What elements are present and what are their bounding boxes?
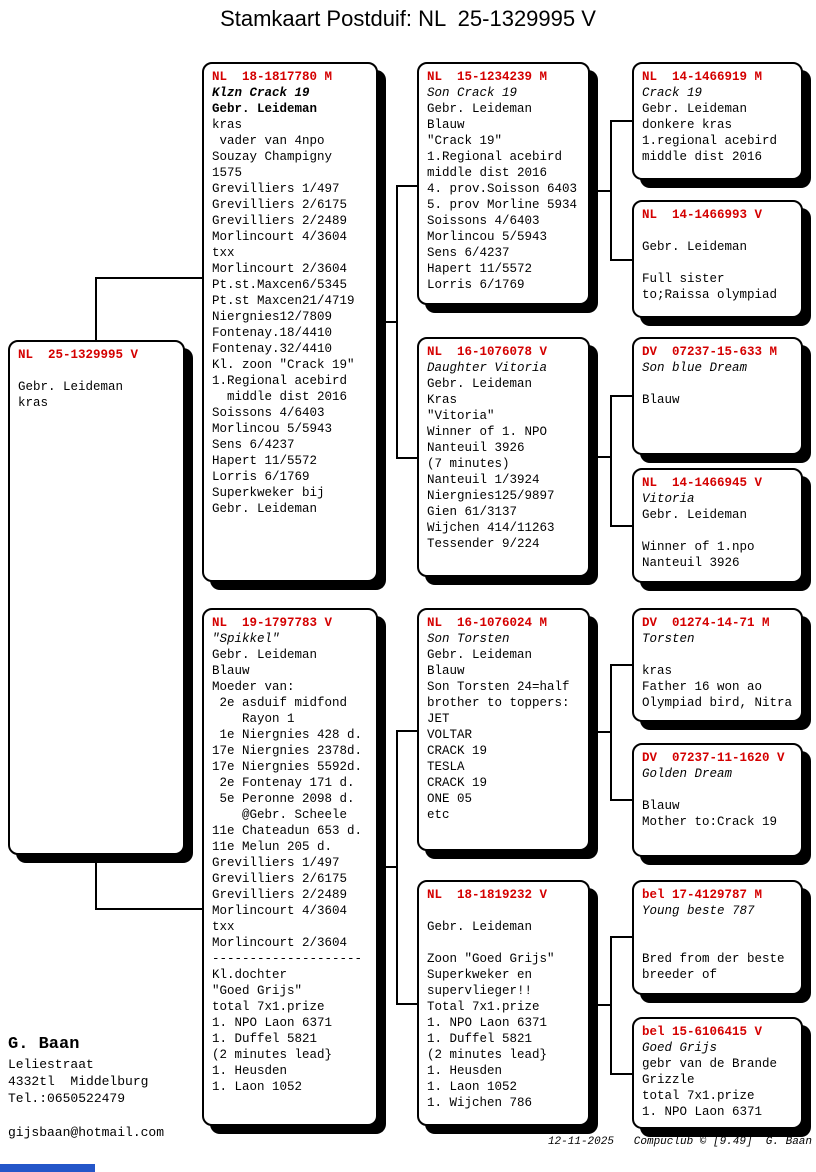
pedigree-line: 2e asduif midfond bbox=[212, 696, 348, 710]
pedigree-line: kras bbox=[642, 664, 673, 678]
pedigree-line: "Goed Grijs" bbox=[212, 984, 303, 998]
pedigree-line: kras bbox=[18, 396, 49, 410]
connector-line bbox=[610, 525, 633, 527]
pedigree-line bbox=[642, 523, 799, 539]
pedigree-line: Gebr. Leideman bbox=[642, 102, 748, 116]
pedigree-line: (2 minutes lead} bbox=[427, 1048, 548, 1062]
pedigree-line: 1. Laon 1052 bbox=[212, 1080, 303, 1094]
pedigree-line: 17e Niergnies 5592d. bbox=[212, 760, 363, 774]
pedigree-box-dam-dam-dam bbox=[632, 1017, 803, 1129]
pedigree-line: Hapert 11/5572 bbox=[427, 262, 533, 276]
pedigree-line: Gebr. Leideman bbox=[212, 102, 318, 116]
pedigree-line: ONE 05 bbox=[427, 792, 473, 806]
pedigree-line: Superkweker bij bbox=[212, 486, 325, 500]
pedigree-line: Vitoria bbox=[642, 492, 695, 506]
owner-address-line: 4332tl Middelburg bbox=[8, 1074, 149, 1089]
owner-address bbox=[8, 1056, 164, 1141]
pedigree-line: Kl.dochter bbox=[212, 968, 288, 982]
pedigree-line: Golden Dream bbox=[642, 767, 733, 781]
pedigree-line: middle dist 2016 bbox=[642, 150, 763, 164]
pedigree-line: Blauw bbox=[642, 393, 680, 407]
pedigree-line: Blauw bbox=[427, 664, 465, 678]
pedigree-line: gebr van de Brande bbox=[642, 1057, 778, 1071]
connector-line bbox=[610, 120, 633, 122]
connector-line bbox=[589, 456, 611, 458]
pedigree-line: TESLA bbox=[427, 760, 465, 774]
pedigree-line: Niergnies12/7809 bbox=[212, 310, 333, 324]
pedigree-box-dam-dam-sire bbox=[632, 880, 803, 995]
owner-address-line: Tel.:0650522479 bbox=[8, 1091, 126, 1106]
pedigree-line: Morlincourt 4/3604 bbox=[212, 230, 348, 244]
ring-number: NL 16-1076078 V bbox=[427, 345, 548, 359]
pedigree-line: 1. NPO Laon 6371 bbox=[642, 1105, 763, 1119]
pedigree-line: vader van 4npo bbox=[212, 134, 325, 148]
pedigree-line: etc bbox=[427, 808, 450, 822]
pedigree-line: 1.Regional acebird bbox=[212, 374, 348, 388]
pedigree-box-dam-dam bbox=[417, 880, 590, 1126]
pedigree-line: (7 minutes) bbox=[427, 457, 510, 471]
ring-number: NL 19-1797783 V bbox=[212, 616, 333, 630]
pedigree-line: Gien 61/3137 bbox=[427, 505, 518, 519]
pedigree-line: kras bbox=[212, 118, 243, 132]
ring-number: NL 15-1234239 M bbox=[427, 70, 548, 84]
pedigree-line: total 7x1.prize bbox=[212, 1000, 325, 1014]
pedigree-box-sire-sire-sire bbox=[632, 62, 803, 180]
pedigree-line: Winner of 1.npo bbox=[642, 540, 755, 554]
pedigree-line: Superkweker en bbox=[427, 968, 533, 982]
page-title: Stamkaart Postduif: NL 25-1329995 V bbox=[220, 6, 596, 31]
pedigree-line: Winner of 1. NPO bbox=[427, 425, 548, 439]
pedigree-line: Morlincourt 2/3604 bbox=[212, 936, 348, 950]
connector-line bbox=[589, 190, 611, 192]
pedigree-line: Klzn Crack 19 bbox=[212, 86, 310, 100]
pedigree-line: Full sister bbox=[642, 272, 725, 286]
pedigree-box-sire-sire bbox=[417, 62, 590, 305]
ring-number: DV 07237-15-633 M bbox=[642, 345, 778, 359]
pedigree-line: 1.Regional acebird bbox=[427, 150, 563, 164]
pedigree-line: Grevilliers 2/6175 bbox=[212, 198, 348, 212]
pedigree-line: donkere kras bbox=[642, 118, 733, 132]
pedigree-line: JET bbox=[427, 712, 450, 726]
pedigree-line: Nanteuil 3926 bbox=[427, 441, 525, 455]
pedigree-line: Blauw bbox=[427, 118, 465, 132]
ring-number: NL 14-1466945 V bbox=[642, 476, 763, 490]
pedigree-line: Soissons 4/6403 bbox=[427, 214, 540, 228]
pedigree-line: Pt.st Maxcen21/4719 bbox=[212, 294, 355, 308]
ring-number: NL 18-1817780 M bbox=[212, 70, 333, 84]
connector-line bbox=[610, 799, 633, 801]
pedigree-line: Nanteuil 1/3924 bbox=[427, 473, 540, 487]
connector-line bbox=[95, 277, 97, 341]
pedigree-line: Total 7x1.prize bbox=[427, 1000, 540, 1014]
ring-number: NL 14-1466919 M bbox=[642, 70, 763, 84]
pedigree-line: Son Torsten 24=half bbox=[427, 680, 570, 694]
pedigree-line: Olympiad bird, Nitra bbox=[642, 696, 793, 710]
pedigree-line: Gebr. Leideman bbox=[212, 648, 318, 662]
pedigree-line: Goed Grijs bbox=[642, 1041, 718, 1055]
ring-number: DV 01274-14-71 M bbox=[642, 616, 770, 630]
pedigree-line: Son Torsten bbox=[427, 632, 510, 646]
pedigree-line: Blauw bbox=[642, 799, 680, 813]
pedigree-line: Crack 19 bbox=[642, 86, 703, 100]
ring-number: NL 18-1819232 V bbox=[427, 888, 548, 902]
pedigree-line bbox=[427, 903, 586, 919]
owner-address-line: Leliestraat bbox=[8, 1057, 94, 1072]
ring-number: NL 16-1076024 M bbox=[427, 616, 548, 630]
connector-line bbox=[95, 277, 204, 279]
connector-line bbox=[610, 395, 633, 397]
pedigree-box-sire-dam bbox=[417, 337, 590, 577]
pedigree-line bbox=[642, 255, 799, 271]
pedigree-line: 1575 bbox=[212, 166, 243, 180]
pedigree-line bbox=[642, 935, 799, 951]
pedigree-line: Bred from der beste bbox=[642, 952, 785, 966]
pedigree-box-dam-sire-dam bbox=[632, 743, 803, 857]
pedigree-line: 5e Peronne 2098 d. bbox=[212, 792, 355, 806]
pedigree-line: Gebr. Leideman bbox=[642, 240, 748, 254]
pedigree-line: Grevilliers 2/2489 bbox=[212, 888, 348, 902]
connector-line bbox=[610, 259, 633, 261]
pedigree-line: Nanteuil 3926 bbox=[642, 556, 740, 570]
pedigree-line: Fontenay.18/4410 bbox=[212, 326, 333, 340]
connector-line bbox=[396, 730, 418, 732]
pedigree-line: Pt.st.Maxcen6/5345 bbox=[212, 278, 348, 292]
pedigree-line: Grizzle bbox=[642, 1073, 695, 1087]
pedigree-line: Soissons 4/6403 bbox=[212, 406, 325, 420]
connector-line bbox=[95, 854, 97, 910]
pedigree-line: Lorris 6/1769 bbox=[212, 470, 310, 484]
connector-line bbox=[377, 866, 397, 868]
pedigree-line: 1. Duffel 5821 bbox=[427, 1032, 533, 1046]
connector-line bbox=[396, 185, 418, 187]
pedigree-line: @Gebr. Scheele bbox=[212, 808, 348, 822]
pedigree-line: 1. NPO Laon 6371 bbox=[427, 1016, 548, 1030]
pedigree-line: 1. Wijchen 786 bbox=[427, 1096, 533, 1110]
pedigree-box-dam-sire bbox=[417, 608, 590, 851]
connector-line bbox=[610, 395, 612, 527]
pedigree-box-subject bbox=[8, 340, 185, 855]
pedigree-line: Blauw bbox=[212, 664, 250, 678]
pedigree-line: "Crack 19" bbox=[427, 134, 503, 148]
pedigree-line: Grevilliers 1/497 bbox=[212, 856, 340, 870]
pedigree-line: Gebr. Leideman bbox=[18, 380, 124, 394]
pedigree-line: VOLTAR bbox=[427, 728, 473, 742]
pedigree-line: Morlincourt 4/3604 bbox=[212, 904, 348, 918]
pedigree-line: 1. Heusden bbox=[212, 1064, 288, 1078]
pedigree-line: to;Raissa olympiad bbox=[642, 288, 778, 302]
pedigree-line: middle dist 2016 bbox=[212, 390, 348, 404]
ring-number: bel 15-6106415 V bbox=[642, 1025, 763, 1039]
owner-address-line: gijsbaan@hotmail.com bbox=[8, 1125, 165, 1140]
pedigree-line: Morlincourt 2/3604 bbox=[212, 262, 348, 276]
pedigree-box-dam-sire-sire bbox=[632, 608, 803, 722]
pedigree-line bbox=[642, 376, 799, 392]
pedigree-line bbox=[642, 647, 799, 663]
ring-number: bel 17-4129787 M bbox=[642, 888, 763, 902]
pedigree-line: Mother to:Crack 19 bbox=[642, 815, 778, 829]
pedigree-line: Sens 6/4237 bbox=[427, 246, 510, 260]
ring-number: DV 07237-11-1620 V bbox=[642, 751, 785, 765]
pedigree-line: 11e Chateadun 653 d. bbox=[212, 824, 363, 838]
pedigree-box-sire bbox=[202, 62, 378, 582]
owner-name: G. Baan bbox=[8, 1035, 80, 1054]
connector-line bbox=[396, 1003, 418, 1005]
pedigree-line bbox=[18, 363, 181, 379]
pedigree-line: CRACK 19 bbox=[427, 776, 488, 790]
pedigree-line: "Spikkel" bbox=[212, 632, 280, 646]
pedigree-line: Tessender 9/224 bbox=[427, 537, 540, 551]
pedigree-line: 1. Heusden bbox=[427, 1064, 503, 1078]
pedigree-line: Gebr. Leideman bbox=[212, 502, 318, 516]
ring-number: NL 14-1466993 V bbox=[642, 208, 763, 222]
pedigree-line: 1e Niergnies 428 d. bbox=[212, 728, 363, 742]
pedigree-line: 11e Melun 205 d. bbox=[212, 840, 333, 854]
connector-line bbox=[396, 457, 418, 459]
pedigree-box-sire-sire-dam bbox=[632, 200, 803, 318]
pedigree-line: Lorris 6/1769 bbox=[427, 278, 525, 292]
pedigree-line: total 7x1.prize bbox=[642, 1089, 755, 1103]
ring-number: NL 25-1329995 V bbox=[18, 348, 139, 362]
pedigree-line: Sens 6/4237 bbox=[212, 438, 295, 452]
pedigree-line: 1. Duffel 5821 bbox=[212, 1032, 318, 1046]
connector-line bbox=[95, 908, 204, 910]
pedigree-line: Moeder van: bbox=[212, 680, 295, 694]
owner-address-line bbox=[8, 1107, 164, 1124]
pedigree-line: Kl. zoon "Crack 19" bbox=[212, 358, 355, 372]
connector-line bbox=[610, 664, 633, 666]
pedigree-line: 1. Laon 1052 bbox=[427, 1080, 518, 1094]
pedigree-box-dam bbox=[202, 608, 378, 1126]
pedigree-line: Torsten bbox=[642, 632, 695, 646]
pedigree-line: Niergnies125/9897 bbox=[427, 489, 555, 503]
pedigree-line: breeder of bbox=[642, 968, 718, 982]
pedigree-line: -------------------- bbox=[212, 952, 363, 966]
pedigree-line: 4. prov.Soisson 6403 bbox=[427, 182, 578, 196]
pedigree-line bbox=[642, 782, 799, 798]
pedigree-line: (2 minutes lead} bbox=[212, 1048, 333, 1062]
pedigree-box-sire-dam-sire bbox=[632, 337, 803, 455]
pedigree-line: 1. NPO Laon 6371 bbox=[212, 1016, 333, 1030]
connector-line bbox=[589, 731, 611, 733]
pedigree-line: Morlincou 5/5943 bbox=[212, 422, 333, 436]
pedigree-line bbox=[642, 223, 799, 239]
connector-line bbox=[610, 936, 633, 938]
pedigree-line: 1.regional acebird bbox=[642, 134, 778, 148]
pedigree-line: Grevilliers 2/2489 bbox=[212, 214, 348, 228]
pedigree-line: Gebr. Leideman bbox=[642, 508, 748, 522]
owner-block bbox=[8, 1034, 164, 1141]
pedigree-line: Son blue Dream bbox=[642, 361, 748, 375]
pedigree-line: Zoon "Goed Grijs" bbox=[427, 952, 555, 966]
pedigree-line: Gebr. Leideman bbox=[427, 102, 533, 116]
pedigree-line bbox=[427, 935, 586, 951]
taskbar-fragment[interactable] bbox=[0, 1164, 95, 1172]
pedigree-line: Father 16 won ao bbox=[642, 680, 763, 694]
pedigree-line: Gebr. Leideman bbox=[427, 920, 533, 934]
pedigree-line: brother to toppers: bbox=[427, 696, 570, 710]
pedigree-line: Gebr. Leideman bbox=[427, 377, 533, 391]
pedigree-line: CRACK 19 bbox=[427, 744, 488, 758]
pedigree-line: Hapert 11/5572 bbox=[212, 454, 318, 468]
pedigree-line: txx bbox=[212, 246, 235, 260]
connector-line bbox=[610, 1073, 633, 1075]
pedigree-line: middle dist 2016 bbox=[427, 166, 548, 180]
pedigree-line: Fontenay.32/4410 bbox=[212, 342, 333, 356]
pedigree-line: Son Crack 19 bbox=[427, 86, 518, 100]
pedigree-line: Gebr. Leideman bbox=[427, 648, 533, 662]
pedigree-line: txx bbox=[212, 920, 235, 934]
pedigree-line: Rayon 1 bbox=[212, 712, 295, 726]
pedigree-line: Morlincou 5/5943 bbox=[427, 230, 548, 244]
pedigree-line: Grevilliers 2/6175 bbox=[212, 872, 348, 886]
pedigree-line: 5. prov Morline 5934 bbox=[427, 198, 578, 212]
pedigree-line: Kras bbox=[427, 393, 458, 407]
pedigree-line bbox=[642, 919, 799, 935]
pedigree-line: "Vitoria" bbox=[427, 409, 495, 423]
pedigree-box-sire-dam-dam bbox=[632, 468, 803, 583]
pedigree-line: Young beste 787 bbox=[642, 904, 755, 918]
footer-credit: 12-11-2025 Compuclub © [9.49] G. Baan bbox=[547, 1136, 812, 1148]
connector-line bbox=[589, 1004, 611, 1006]
pedigree-line: Souzay Champigny bbox=[212, 150, 333, 164]
connector-line bbox=[377, 321, 397, 323]
pedigree-line: supervlieger!! bbox=[427, 984, 533, 998]
pedigree-line: Daughter Vitoria bbox=[427, 361, 548, 375]
pedigree-line: 17e Niergnies 2378d. bbox=[212, 744, 363, 758]
pedigree-line: Grevilliers 1/497 bbox=[212, 182, 340, 196]
pedigree-line: 2e Fontenay 171 d. bbox=[212, 776, 355, 790]
pedigree-line: Wijchen 414/11263 bbox=[427, 521, 555, 535]
